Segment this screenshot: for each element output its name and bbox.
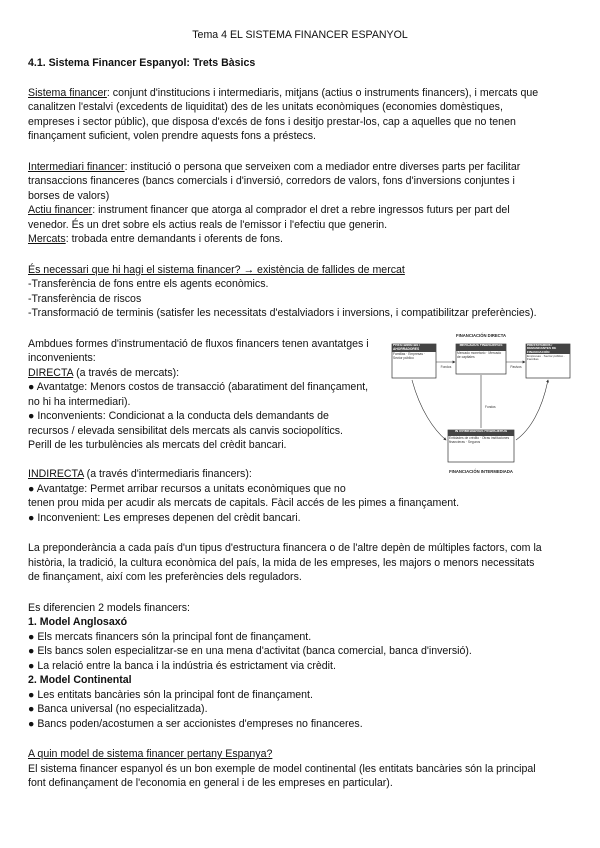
text-line: canalitzen l'estalvi (excedents de liquiditat) des de les unitats econòmiques (economies domèstiques, (28, 101, 503, 113)
term-mercats: Mercats (28, 233, 66, 245)
text-run: : trobada entre demandants i oferents de fons. (65, 233, 283, 245)
question-heading: És necessari que hi hagi el sistema financer? → existència de fallides de mercat (28, 264, 405, 276)
directa-heading (28, 366, 179, 380)
question-heading: A quin model de sistema financer pertany Espanya? (28, 748, 273, 760)
text-line: borses de valors) (28, 190, 110, 202)
diagram-curve-right (516, 380, 548, 440)
definition-line (28, 203, 510, 217)
diagram-box-intermediaries-body: Entidades de crédito · Otras instituciones financieras · Seguros (449, 436, 510, 444)
list-item: ● Inconvenients: Condicionat a la conducta dels demandants de (28, 410, 329, 422)
list-item: ● Els mercats financers són la principal font de finançament. (28, 631, 312, 643)
diagram-box-lenders-title: PRESTAMISTAS / AHORRADORES (393, 344, 421, 351)
list-item: ● Inconvenient: Les empreses depenen del crèdit bancari. (28, 512, 301, 524)
list-item: -Transferència de riscos (28, 293, 142, 305)
text-line: inconvenients: (28, 352, 96, 364)
list-item: -Transformació de terminis (satisfer les necessitats d'estalviadors i inversions, i compatibilitzar preferències). (28, 307, 537, 319)
section-heading: 4.1. Sistema Financer Espanyol: Trets Bàsics (28, 57, 256, 69)
list-item: ● Les entitats bancàries són la principal font de finançament. (28, 689, 313, 701)
text-line: recursos / elevada sensibilitat dels mercats als canvis sociopolítics. (28, 425, 344, 437)
text-line: Es diferencien 2 models financers: (28, 602, 190, 614)
text-line: El sistema financer espanyol és un bon exemple de model continental (les entitats bancàries són la principal (28, 763, 536, 775)
list-item: ● La relació entre la banca i la indústria és estrictament via crèdit. (28, 660, 336, 672)
text-line: Perill de les turbulències als mercats del crèdit bancari. (28, 439, 287, 451)
text-line: història, la tradició, la cultura econòmica del país, la mida de les empreses, les majors o menors necessitats (28, 557, 535, 569)
text-line: venedor. És un dret sobre els actius reals de l'emissor i l'efectiu que generin. (28, 219, 388, 231)
diagram-box-markets-body: Mercado monetario · Mercado de capitales (457, 351, 502, 359)
text-run: : instrument financer que atorga al comprador el dret a rebre ingressos futurs per part del (92, 204, 510, 216)
text-line: empreses i sector públic), que disposa d'excés de fons i desitjo prestar-los, cap a aquelles que no tenen (28, 116, 516, 128)
model-heading-continental: 2. Model Continental (28, 674, 132, 686)
text-run: (a través d'intermediaris financers): (83, 468, 252, 480)
text-line: no hi ha intermediari). (28, 396, 131, 408)
document-title: Tema 4 EL SISTEMA FINANCER ESPANYOL (192, 29, 408, 41)
term-intermediari: Intermediari financer (28, 161, 125, 173)
diagram-bottom-label: FINANCIACIÓN INTERMEDIADA (449, 469, 513, 474)
diagram-arrow-label-pasivos: Pasivos (510, 365, 522, 369)
text-run: : institució o persona que serveixen com a mediador entre diverses parts per facilitar (124, 161, 521, 173)
list-item: ● Els bancs solen especialitzar-se en una mena d'activitat (banca comercial, banca d'inversió). (28, 645, 472, 657)
diagram-box-lenders-body: Familias · Empresas · Sector público (393, 352, 426, 360)
text-line: Ambdues formes d'instrumentació de fluxos financers tenen avantatges i (28, 338, 369, 350)
financing-diagram (390, 330, 572, 478)
text-run: : conjunt d'institucions i intermediaris, mitjans (actius o instruments financers), i mercats que (106, 87, 539, 99)
definition-line (28, 232, 283, 246)
list-item: ● Avantatge: Permet arribar recursos a unitats econòmiques que no (28, 483, 346, 495)
text-line: transaccions financeres (bancs comercials i d'inversió, corredors de valors, fons d'inversions conjuntes i (28, 175, 515, 187)
text-line: finançament suficient, volen prendre aquests fons a préstecs. (28, 130, 316, 142)
text-line: tenen prou mida per acudir als mercats de capitals. Fàcil accés de les pimes a finançament. (28, 497, 460, 509)
text-run: (a través de mercats): (73, 367, 180, 379)
list-item: ● Bancs poden/acostumen a ser accionistes d'empreses no financeres. (28, 718, 363, 730)
list-item: -Transferència de fons entre els agents econòmics. (28, 278, 269, 290)
text-line: font definançament de l'economia en general i de les empreses en particular). (28, 777, 393, 789)
diagram-box-intermediaries-title: INTERMEDIARIOS FINANCIEROS (454, 430, 508, 433)
definition-line (28, 160, 520, 174)
text-line: La preponderància a cada país d'un tipus d'estructura financera o de l'altre depèn de múltiples factors, com la (28, 542, 542, 554)
definition-line (28, 86, 538, 100)
indirecta-heading (28, 467, 252, 481)
term-sistema-financer: Sistema financer (28, 87, 107, 99)
term-actiu: Actiu financer (28, 204, 93, 216)
model-heading-anglosaxo: 1. Model Anglosaxó (28, 616, 128, 628)
term-indirecta: INDIRECTA (28, 468, 84, 480)
diagram-arrow-label-fondos: Fondos (440, 365, 452, 369)
diagram-top-label: FINANCIACIÓN DIRECTA (456, 333, 506, 338)
diagram-box-borrowers-title: PRESTATARIOS / DEMANDANTES DE FINANCIACIÓN (527, 344, 557, 354)
list-item: ● Banca universal (no especialitzada). (28, 703, 208, 715)
term-directa: DIRECTA (28, 367, 74, 379)
diagram-curve-left (412, 380, 446, 440)
diagram-box-borrowers-body: Empresas · Sector público · Familias (527, 354, 566, 362)
list-item: ● Avantatge: Menors costos de transacció (abaratiment del finançament, (28, 381, 369, 393)
diagram-box-markets-title: MERCADOS FINANCIEROS (459, 344, 503, 347)
diagram-center-label: Fondos (485, 405, 496, 409)
text-line: de finançament, així com les preferències dels reguladors. (28, 571, 302, 583)
